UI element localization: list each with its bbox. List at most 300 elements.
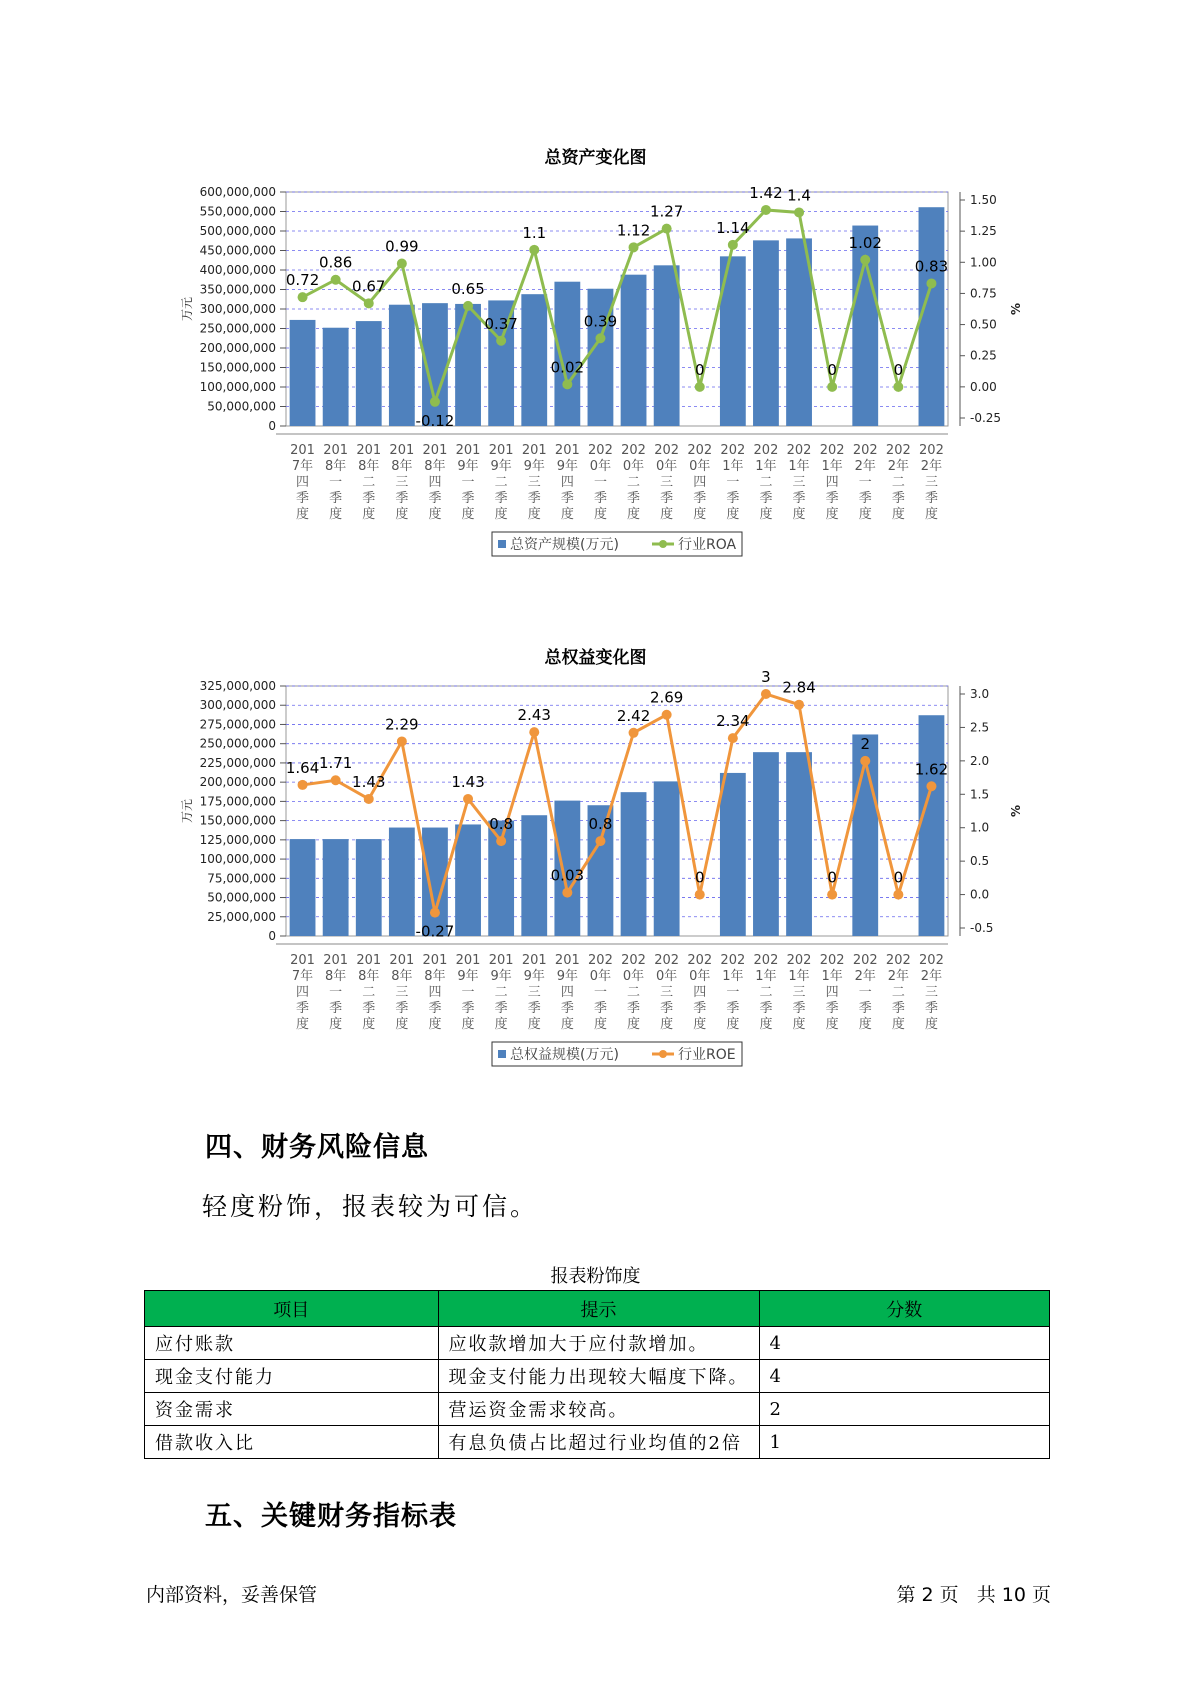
bar bbox=[290, 839, 316, 936]
line-point bbox=[926, 781, 936, 791]
x-tick-label: 9年 bbox=[523, 969, 545, 984]
x-tick-label: 8年 bbox=[391, 459, 413, 474]
x-tick-label: 季 bbox=[296, 1001, 310, 1016]
x-tick-label: 季 bbox=[395, 491, 409, 506]
data-label: 0.72 bbox=[285, 271, 320, 290]
x-tick-label: 度 bbox=[494, 507, 508, 522]
x-tick-label: 季 bbox=[395, 1001, 409, 1016]
line-point bbox=[629, 728, 639, 738]
left-axis-tick-label: 25,000,000 bbox=[207, 909, 276, 924]
legend-line-label: 行业ROA bbox=[678, 537, 737, 553]
left-axis-tick-label: 100,000,000 bbox=[199, 380, 276, 394]
line-point bbox=[529, 245, 539, 255]
data-label: 0 bbox=[893, 868, 904, 887]
data-label: 0.37 bbox=[484, 314, 518, 333]
x-tick-label: 201 bbox=[323, 953, 349, 968]
x-tick-label: 一 bbox=[593, 985, 607, 1000]
x-tick-label: 一 bbox=[461, 475, 475, 490]
x-tick-label: 202 bbox=[852, 953, 878, 968]
x-tick-label: 三 bbox=[792, 985, 806, 1000]
column-header-hint: 提示 bbox=[438, 1291, 759, 1327]
data-label: 2.43 bbox=[517, 706, 551, 725]
bar bbox=[919, 715, 945, 936]
x-tick-label: 1年 bbox=[821, 459, 843, 474]
x-tick-label: 度 bbox=[726, 507, 740, 522]
line-point bbox=[397, 736, 407, 746]
x-tick-label: 季 bbox=[428, 491, 442, 506]
x-tick-label: 201 bbox=[356, 953, 382, 968]
left-axis-tick-label: 0 bbox=[268, 929, 276, 943]
line-point bbox=[298, 780, 308, 790]
data-label: -0.12 bbox=[415, 411, 455, 430]
column-header-item: 项目 bbox=[145, 1291, 439, 1327]
data-label: 1.42 bbox=[749, 183, 783, 202]
bar bbox=[290, 320, 316, 426]
line-point bbox=[430, 397, 440, 407]
x-tick-label: 9年 bbox=[556, 969, 578, 984]
line-point bbox=[496, 336, 506, 346]
bar bbox=[455, 824, 481, 936]
left-axis-tick-label: 450,000,000 bbox=[199, 243, 276, 258]
data-label: 3 bbox=[761, 668, 771, 686]
x-tick-label: 0年 bbox=[689, 459, 711, 474]
x-tick-label: 度 bbox=[527, 1017, 541, 1032]
line-point bbox=[430, 908, 440, 918]
legend-line-marker bbox=[659, 540, 667, 548]
data-label: 2.34 bbox=[716, 712, 750, 731]
x-tick-label: 三 bbox=[395, 475, 409, 490]
x-tick-label: 三 bbox=[527, 985, 541, 1000]
x-tick-label: 四 bbox=[560, 985, 574, 1000]
x-tick-label: 0年 bbox=[622, 459, 645, 474]
left-axis-label: 万元 bbox=[180, 296, 194, 322]
x-tick-label: 8年 bbox=[358, 459, 380, 474]
legend-bar-label: 总资产规模(万元) bbox=[510, 537, 619, 553]
x-tick-label: 201 bbox=[488, 953, 514, 968]
right-axis-tick-label: 1.00 bbox=[970, 255, 997, 270]
table-cell: 应收款增加大于应付款增加。 bbox=[438, 1327, 759, 1360]
bar bbox=[654, 265, 680, 426]
line-point bbox=[331, 275, 341, 285]
right-axis-tick-label: 1.50 bbox=[970, 193, 997, 207]
x-tick-label: 二 bbox=[891, 475, 905, 490]
table-cell: 2 bbox=[759, 1393, 1049, 1426]
left-axis-tick-label: 400,000,000 bbox=[199, 263, 276, 277]
table-cell: 1 bbox=[759, 1426, 1049, 1459]
x-tick-label: 0年 bbox=[622, 969, 645, 984]
right-axis-tick-label: 0.50 bbox=[970, 317, 997, 332]
section-heading-key-indicators: 五、关键财务指标表 bbox=[205, 1501, 457, 1532]
left-axis-tick-label: 50,000,000 bbox=[207, 890, 276, 905]
x-tick-label: 201 bbox=[455, 953, 481, 968]
footer-page-number: 第 2 页 共 10 页 bbox=[896, 1584, 1051, 1606]
data-label: 2 bbox=[860, 734, 871, 753]
x-tick-label: 度 bbox=[825, 507, 839, 522]
data-label: 2.84 bbox=[782, 678, 816, 697]
x-tick-label: 202 bbox=[687, 443, 713, 458]
data-label: 0.8 bbox=[489, 815, 514, 834]
x-tick-label: 度 bbox=[726, 1017, 740, 1032]
x-tick-label: 1年 bbox=[722, 969, 744, 984]
x-tick-label: 季 bbox=[792, 491, 806, 506]
data-label: 2.29 bbox=[385, 715, 419, 734]
x-tick-label: 度 bbox=[296, 507, 310, 522]
x-tick-label: 二 bbox=[759, 985, 773, 1000]
line-point bbox=[794, 207, 804, 217]
x-tick-label: 度 bbox=[627, 507, 641, 522]
x-tick-label: 202 bbox=[588, 443, 613, 458]
x-tick-label: 季 bbox=[924, 1001, 938, 1016]
data-label: 0 bbox=[827, 868, 837, 887]
x-tick-label: 度 bbox=[627, 1017, 641, 1032]
left-axis-tick-label: 250,000,000 bbox=[199, 736, 276, 751]
right-axis-tick-label: 1.5 bbox=[970, 787, 990, 802]
x-tick-label: 二 bbox=[362, 985, 376, 1000]
legend-bar-label: 总权益规模(万元) bbox=[510, 1047, 619, 1063]
x-tick-label: 三 bbox=[924, 475, 938, 490]
x-tick-label: 201 bbox=[521, 443, 547, 458]
x-tick-label: 度 bbox=[891, 507, 905, 522]
x-tick-label: 一 bbox=[726, 985, 740, 1000]
data-label: 1.12 bbox=[616, 221, 651, 240]
x-tick-label: 度 bbox=[693, 507, 707, 522]
line-point bbox=[496, 836, 506, 846]
bar bbox=[654, 781, 680, 936]
x-tick-label: 二 bbox=[494, 475, 508, 490]
x-tick-label: 202 bbox=[621, 443, 646, 458]
x-tick-label: 度 bbox=[792, 1017, 806, 1032]
x-tick-label: 202 bbox=[852, 443, 878, 458]
x-tick-label: 201 bbox=[455, 443, 481, 458]
x-tick-label: 1年 bbox=[788, 459, 810, 474]
x-tick-label: 9年 bbox=[457, 459, 479, 474]
x-tick-label: 季 bbox=[461, 1001, 475, 1016]
table-cell: 借款收入比 bbox=[145, 1426, 439, 1459]
right-axis-tick-label: 1.25 bbox=[970, 224, 997, 239]
x-tick-label: 202 bbox=[621, 953, 646, 968]
bar bbox=[389, 305, 415, 426]
x-tick-label: 202 bbox=[885, 443, 911, 458]
x-tick-label: 季 bbox=[329, 491, 343, 506]
right-axis-tick-label: 2.5 bbox=[970, 720, 990, 735]
x-tick-label: 202 bbox=[919, 443, 944, 458]
bar bbox=[621, 275, 647, 426]
x-tick-label: 度 bbox=[759, 1017, 773, 1032]
left-axis-tick-label: 150,000,000 bbox=[199, 813, 276, 828]
x-tick-label: 201 bbox=[323, 443, 349, 458]
table-row bbox=[145, 1327, 1050, 1360]
x-tick-label: 度 bbox=[428, 1017, 442, 1032]
x-tick-label: 季 bbox=[428, 1001, 442, 1016]
x-tick-label: 一 bbox=[858, 475, 872, 490]
table-cell: 现金支付能力出现较大幅度下降。 bbox=[438, 1360, 759, 1393]
x-tick-label: 度 bbox=[296, 1017, 310, 1032]
x-tick-label: 季 bbox=[825, 491, 839, 506]
x-tick-label: 度 bbox=[593, 507, 607, 522]
data-label: 1.02 bbox=[848, 233, 882, 252]
x-tick-label: 9年 bbox=[523, 459, 545, 474]
x-tick-label: 二 bbox=[759, 475, 773, 490]
x-tick-label: 三 bbox=[527, 475, 541, 490]
line-point bbox=[463, 794, 473, 804]
legend-bar-swatch bbox=[498, 1050, 506, 1058]
x-tick-label: 三 bbox=[660, 475, 674, 490]
x-tick-label: 季 bbox=[693, 1001, 707, 1016]
x-tick-label: 三 bbox=[924, 985, 938, 1000]
x-tick-label: 7年 bbox=[291, 459, 314, 474]
bar bbox=[720, 773, 746, 936]
x-tick-label: 8年 bbox=[424, 459, 446, 474]
bar bbox=[389, 828, 415, 936]
table-cell: 4 bbox=[759, 1360, 1049, 1393]
x-tick-label: 度 bbox=[362, 507, 376, 522]
x-tick-label: 一 bbox=[329, 475, 343, 490]
x-tick-label: 0年 bbox=[656, 459, 678, 474]
line-point bbox=[595, 333, 605, 343]
x-tick-label: 度 bbox=[593, 1017, 607, 1032]
x-tick-label: 201 bbox=[290, 953, 315, 968]
line-point bbox=[331, 775, 341, 785]
x-tick-label: 季 bbox=[759, 491, 773, 506]
x-tick-label: 季 bbox=[627, 491, 641, 506]
x-tick-label: 2年 bbox=[854, 969, 876, 984]
x-tick-label: 度 bbox=[858, 507, 872, 522]
line-point bbox=[562, 379, 572, 389]
bar bbox=[521, 294, 547, 426]
x-tick-label: 季 bbox=[461, 491, 475, 506]
left-axis-label: 万元 bbox=[180, 798, 194, 824]
x-tick-label: 度 bbox=[858, 1017, 872, 1032]
x-tick-label: 度 bbox=[329, 507, 343, 522]
right-axis-tick-label: 0.00 bbox=[970, 379, 997, 394]
legend-bar-swatch bbox=[498, 540, 506, 548]
x-tick-label: 0年 bbox=[656, 969, 678, 984]
table-cell: 有息负债占比超过行业均值的2倍 bbox=[438, 1426, 759, 1459]
line-point bbox=[595, 836, 605, 846]
line-point bbox=[761, 689, 771, 699]
right-axis-tick-label: 0.75 bbox=[970, 286, 997, 301]
data-label: 1.62 bbox=[914, 760, 949, 779]
left-axis-tick-label: 150,000,000 bbox=[199, 360, 276, 375]
x-tick-label: 一 bbox=[593, 475, 607, 490]
right-axis-tick-label: 2.0 bbox=[970, 753, 990, 768]
data-label: 0.39 bbox=[583, 312, 618, 331]
line-point bbox=[926, 278, 936, 288]
footer-confidential-note: 内部资料，妥善保管 bbox=[146, 1584, 318, 1606]
x-tick-label: 季 bbox=[858, 1001, 872, 1016]
x-tick-label: 8年 bbox=[325, 969, 347, 984]
x-tick-label: 8年 bbox=[424, 969, 446, 984]
x-tick-label: 季 bbox=[726, 491, 740, 506]
data-label: 0.86 bbox=[318, 253, 353, 272]
left-axis-tick-label: 100,000,000 bbox=[199, 852, 276, 867]
right-axis-label: % bbox=[1009, 804, 1023, 818]
data-label: 0.65 bbox=[451, 279, 485, 298]
right-axis-tick-label: -0.5 bbox=[970, 921, 994, 935]
x-tick-label: 三 bbox=[792, 475, 806, 490]
data-label: 0.67 bbox=[352, 277, 386, 296]
left-axis-tick-label: 0 bbox=[268, 419, 276, 433]
x-tick-label: 季 bbox=[924, 491, 938, 506]
data-label: 0.83 bbox=[914, 257, 949, 276]
table-cell: 4 bbox=[759, 1327, 1049, 1360]
x-tick-label: 0年 bbox=[589, 969, 612, 984]
data-label: 0.99 bbox=[385, 237, 419, 256]
line-point bbox=[695, 890, 705, 900]
data-label: 1.4 bbox=[787, 186, 811, 205]
data-label: -0.27 bbox=[415, 922, 455, 941]
x-tick-label: 季 bbox=[527, 491, 541, 506]
right-axis-tick-label: 0.0 bbox=[970, 887, 990, 902]
x-tick-label: 四 bbox=[428, 475, 442, 490]
x-tick-label: 季 bbox=[494, 1001, 508, 1016]
x-tick-label: 1年 bbox=[821, 969, 843, 984]
x-tick-label: 202 bbox=[786, 443, 812, 458]
x-tick-label: 度 bbox=[461, 507, 475, 522]
x-tick-label: 一 bbox=[858, 985, 872, 1000]
x-tick-label: 8年 bbox=[325, 459, 347, 474]
x-tick-label: 2年 bbox=[920, 459, 943, 474]
x-tick-label: 201 bbox=[389, 443, 415, 458]
left-axis-tick-label: 300,000,000 bbox=[199, 302, 276, 316]
data-label: 0.02 bbox=[550, 358, 585, 377]
left-axis-tick-label: 275,000,000 bbox=[199, 717, 276, 732]
x-tick-label: 季 bbox=[792, 1001, 806, 1016]
table-cell: 营运资金需求较高。 bbox=[438, 1393, 759, 1426]
x-tick-label: 季 bbox=[759, 1001, 773, 1016]
bar bbox=[323, 839, 349, 936]
x-tick-label: 季 bbox=[362, 1001, 376, 1016]
x-tick-label: 季 bbox=[296, 491, 310, 506]
left-axis-tick-label: 75,000,000 bbox=[207, 871, 276, 886]
x-tick-label: 9年 bbox=[556, 459, 578, 474]
line-point bbox=[364, 298, 374, 308]
table-row bbox=[145, 1360, 1050, 1393]
x-tick-label: 度 bbox=[660, 1017, 674, 1032]
column-header-score: 分数 bbox=[759, 1291, 1049, 1327]
line-point bbox=[728, 733, 738, 743]
left-axis-tick-label: 225,000,000 bbox=[199, 755, 276, 770]
data-label: 0 bbox=[694, 360, 705, 379]
data-label: 2.42 bbox=[616, 706, 651, 725]
x-tick-label: 季 bbox=[726, 1001, 740, 1016]
left-axis-tick-label: 200,000,000 bbox=[199, 341, 276, 355]
right-axis-label: % bbox=[1009, 302, 1023, 316]
x-tick-label: 一 bbox=[461, 985, 475, 1000]
chart-title-assets: 总资产变化图 bbox=[544, 148, 647, 168]
x-tick-label: 季 bbox=[329, 1001, 343, 1016]
x-tick-label: 8年 bbox=[358, 969, 380, 984]
data-label: 0 bbox=[893, 360, 904, 379]
x-tick-label: 2年 bbox=[920, 969, 943, 984]
x-tick-label: 季 bbox=[593, 1001, 607, 1016]
bar bbox=[356, 839, 382, 936]
x-tick-label: 202 bbox=[786, 953, 812, 968]
x-tick-label: 二 bbox=[627, 475, 641, 490]
table-cell: 资金需求 bbox=[145, 1393, 439, 1426]
right-axis-tick-label: 1.0 bbox=[970, 820, 990, 835]
x-tick-label: 季 bbox=[660, 1001, 674, 1016]
x-tick-label: 201 bbox=[521, 953, 547, 968]
x-tick-label: 202 bbox=[819, 953, 845, 968]
risk-summary-text: 轻度粉饰，报表较为可信。 bbox=[202, 1192, 539, 1221]
right-axis-tick-label: 0.5 bbox=[970, 854, 990, 869]
left-axis-tick-label: 600,000,000 bbox=[199, 185, 276, 199]
x-tick-label: 四 bbox=[693, 475, 707, 490]
x-tick-label: 四 bbox=[825, 475, 839, 490]
x-tick-label: 1年 bbox=[755, 969, 777, 984]
x-tick-label: 7年 bbox=[291, 969, 314, 984]
line-point bbox=[629, 242, 639, 252]
line-point bbox=[761, 205, 771, 215]
data-label: 0 bbox=[827, 360, 837, 379]
x-tick-label: 201 bbox=[422, 953, 448, 968]
x-tick-label: 季 bbox=[825, 1001, 839, 1016]
line-point bbox=[893, 890, 903, 900]
x-tick-label: 度 bbox=[428, 507, 442, 522]
line-point bbox=[662, 710, 672, 720]
x-tick-label: 度 bbox=[693, 1017, 707, 1032]
data-label: 1.43 bbox=[451, 772, 485, 791]
x-tick-label: 度 bbox=[924, 1017, 938, 1032]
x-tick-label: 202 bbox=[753, 953, 779, 968]
line-point bbox=[860, 756, 870, 766]
table-row bbox=[145, 1393, 1050, 1426]
x-tick-label: 季 bbox=[527, 1001, 541, 1016]
x-tick-label: 201 bbox=[422, 443, 448, 458]
x-tick-label: 202 bbox=[588, 953, 613, 968]
left-axis-tick-label: 50,000,000 bbox=[207, 399, 276, 414]
x-tick-label: 2年 bbox=[887, 459, 909, 474]
x-tick-label: 1年 bbox=[722, 459, 744, 474]
x-tick-label: 四 bbox=[296, 475, 310, 490]
x-tick-label: 二 bbox=[494, 985, 508, 1000]
bar bbox=[786, 752, 812, 936]
x-tick-label: 度 bbox=[395, 1017, 409, 1032]
window-dressing-table bbox=[144, 1290, 1050, 1459]
line-point bbox=[893, 382, 903, 392]
x-tick-label: 201 bbox=[389, 953, 415, 968]
x-tick-label: 四 bbox=[693, 985, 707, 1000]
line-point bbox=[562, 888, 572, 898]
left-axis-tick-label: 250,000,000 bbox=[199, 321, 276, 336]
line-point bbox=[463, 301, 473, 311]
bar bbox=[356, 321, 382, 426]
x-tick-label: 201 bbox=[290, 443, 315, 458]
data-label: 1.71 bbox=[318, 754, 353, 773]
data-label: 0 bbox=[694, 868, 705, 887]
x-tick-label: 度 bbox=[759, 507, 773, 522]
x-tick-label: 202 bbox=[687, 953, 713, 968]
data-label: 1.1 bbox=[522, 223, 547, 242]
table-header-row bbox=[145, 1291, 1050, 1327]
x-tick-label: 度 bbox=[527, 507, 541, 522]
x-tick-label: 202 bbox=[654, 443, 680, 458]
x-tick-label: 8年 bbox=[391, 969, 413, 984]
x-tick-label: 度 bbox=[792, 507, 806, 522]
data-label: 1.43 bbox=[352, 772, 386, 791]
left-axis-tick-label: 300,000,000 bbox=[199, 698, 276, 713]
x-tick-label: 度 bbox=[362, 1017, 376, 1032]
right-axis-tick-label: 3.0 bbox=[970, 687, 990, 701]
data-label: 1.14 bbox=[716, 218, 750, 237]
total-equity-chart bbox=[0, 668, 1191, 1118]
x-tick-label: 二 bbox=[627, 985, 641, 1000]
x-tick-label: 202 bbox=[753, 443, 779, 458]
x-tick-label: 201 bbox=[488, 443, 514, 458]
x-tick-label: 季 bbox=[494, 491, 508, 506]
x-tick-label: 度 bbox=[494, 1017, 508, 1032]
